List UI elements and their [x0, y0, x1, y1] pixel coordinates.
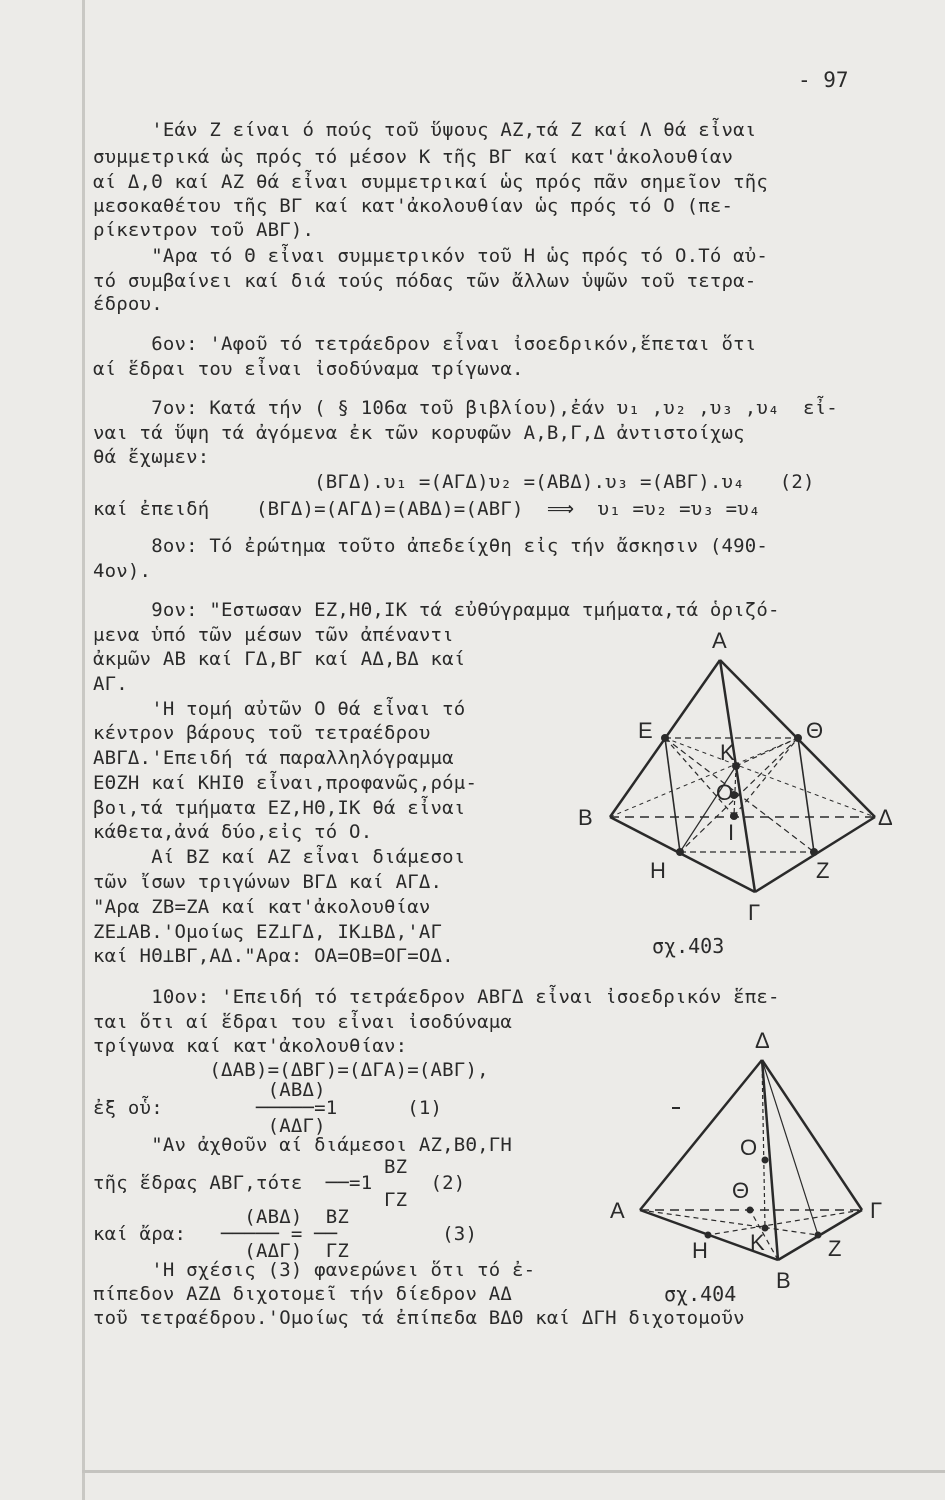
text-line: ΑΓ.: [93, 673, 128, 695]
label-G: Γ: [748, 900, 761, 925]
text-line: 6ον: 'Αφοῦ τό τετράεδρον εἶναι ἰσοεδρικόν,ἕπεται ὅτι: [93, 333, 757, 355]
equation-line: (ΒΓΔ).υ₁ =(ΑΓΔ)υ₂ =(ΑΒΔ).υ₃ =(ΑΒΓ).υ₄ (2): [93, 471, 815, 493]
label-A: Α: [712, 628, 727, 653]
figure-403-caption: σχ.403: [652, 934, 725, 958]
label-H: Η: [692, 1238, 708, 1263]
equation-line: (ΔΑΒ)=(ΔΒΓ)=(ΔΓΑ)=(ΑΒΓ),: [93, 1059, 489, 1081]
fraction-line: καί ἄρα: ───── = ── (3): [93, 1223, 478, 1245]
label-G: Γ: [870, 1198, 883, 1223]
fraction-denominator: ΓΖ: [93, 1189, 408, 1211]
text-line: "Αρα ΖΒ=ΖΑ καί κατ'ἀκολουθίαν: [93, 896, 431, 918]
text-line: "Αρα τό Θ εἶναι συμμετρικόν τοῦ Η ὡς πρός τό Ο.Τό αὐ-: [93, 245, 769, 267]
text-line: αί ἕδραι του εἶναι ἰσοδύναμα τρίγωνα.: [93, 358, 524, 380]
text-line: 4ον).: [93, 560, 152, 582]
text-line: έδρου.: [93, 293, 163, 315]
figure-404-tetrahedron: [600, 1020, 900, 1310]
fraction-denominator: (ΑΔΓ) ΓΖ: [93, 1240, 350, 1262]
label-B: Β: [776, 1268, 791, 1293]
text-line: ΖΕ⊥ΑΒ.'Ομοίως ΕΖ⊥ΓΔ, ΙΚ⊥ΒΔ,'ΑΓ: [93, 921, 443, 943]
fraction-denominator: (ΑΔΓ): [93, 1115, 326, 1137]
text-line: "Αν ἀχθοῦν αί διάμεσοι ΑΖ,ΒΘ,ΓΗ: [93, 1134, 513, 1156]
text-line: κάθετα,ἀνά δύο,εἰς τό Ο.: [93, 821, 373, 843]
equation-line: καί ἐπειδή (ΒΓΔ)=(ΑΓΔ)=(ΑΒΔ)=(ΑΒΓ) ⟹ υ₁ =υ₂ =υ₃ =υ₄: [93, 498, 761, 520]
label-Z: Ζ: [816, 858, 830, 883]
text-line: ΑΒΓΔ.'Επειδή τά παραλληλόγραμμα: [93, 747, 454, 769]
text-line: τρίγωνα καί κατ'ἀκολουθίαν:: [93, 1035, 408, 1057]
fraction-numerator: (ΑΒΔ) ΒΖ: [93, 1206, 350, 1228]
label-Th: Θ: [732, 1178, 750, 1203]
text-line: συμμετρικά ὡς πρός τό μέσον Κ τῆς ΒΓ καί κατ'ἀκολουθίαν: [93, 146, 734, 168]
figure-404-caption: σχ.404: [664, 1282, 737, 1306]
text-line: αί Δ,Θ καί ΑΖ θά εἶναι συμμετρικαί ὡς πρός πᾶν σημεῖον τῆς: [93, 171, 769, 193]
text-line: πίπεδον ΑΖΔ διχοτομεῖ τήν δίεδρον ΑΔ: [93, 1283, 513, 1305]
text-line: θά ἔχωμεν:: [93, 446, 210, 468]
page-number: - 97: [798, 68, 849, 92]
text-line: 'Εάν Ζ είναι ό πούς τοῦ ὕψους ΑΖ,τά Ζ καί Λ θά εἶναι: [93, 119, 757, 141]
label-Th: Θ: [806, 718, 824, 743]
label-H: Η: [650, 858, 666, 883]
fraction-line: ἐξ οὗ: ─────=1 (1): [93, 1097, 443, 1119]
text-line: τό συμβαίνει καί διά τούς πόδας τῶν ἄλλων ὑψῶν τοῦ τετρα-: [93, 270, 757, 292]
label-O: Ο: [740, 1135, 758, 1160]
text-line: ναι τά ὕψη τά ἀγόμενα ἐκ τῶν κορυφῶν Α,Β,Γ,Δ ἀντιστοίχως: [93, 422, 745, 444]
figure-403-tetrahedron: [570, 620, 900, 960]
text-line: τῶν ἴσων τριγώνων ΒΓΔ καί ΑΓΔ.: [93, 871, 443, 893]
label-B: Β: [578, 805, 593, 830]
text-line: καί ΗΘ⊥ΒΓ,ΑΔ."Αρα: ΟΑ=ΟΒ=ΟΓ=ΟΔ.: [93, 945, 454, 967]
label-O: Ο: [716, 780, 734, 805]
text-line: ἀκμῶν ΑΒ καί ΓΔ,ΒΓ καί ΑΔ,ΒΔ καί: [93, 648, 466, 670]
text-line: 'Η τομή αὐτῶν Ο θά εἶναι τό: [93, 698, 466, 720]
fraction-numerator: (ΑΒΔ): [93, 1079, 326, 1101]
text-line: βοι,τά τμήματα ΕΖ,ΗΘ,ΙΚ θά εἶναι: [93, 797, 466, 819]
label-D: Δ: [878, 805, 893, 830]
text-line: 9ον: "Εστωσαν ΕΖ,ΗΘ,ΙΚ τά εὐθύγραμμα τμήματα,τά ὁριζό-: [93, 599, 780, 621]
label-K: Κ: [750, 1230, 765, 1255]
page-bottom-edge: [82, 1470, 945, 1473]
page-left-edge: [82, 0, 85, 1500]
text-line: μεσοκαθέτου τῆς ΒΓ καί κατ'ἀκολουθίαν ὡς πρός τό Ο (πε-: [93, 195, 734, 217]
label-A: Α: [610, 1198, 625, 1223]
label-E: Ε: [638, 718, 653, 743]
text-line: τοῦ τετραέδρου.'Ομοίως τά ἐπίπεδα ΒΔΘ καί ΔΓΗ διχοτομοῦν: [93, 1307, 745, 1329]
text-line: Αί ΒΖ καί ΑΖ εἶναι διάμεσοι: [93, 846, 466, 868]
label-K: Κ: [720, 740, 735, 765]
text-line: 'Η σχέσις (3) φανερώνει ὅτι τό ἐ-: [93, 1259, 536, 1281]
text-line: 8ον: Τό ἐρώτημα τοῦτο ἀπεδείχθη εἰς τήν ἄσκησιν (490-: [93, 535, 769, 557]
fraction-numerator: ΒΖ: [93, 1156, 408, 1178]
label-D: Δ: [755, 1028, 770, 1053]
text-line: κέντρον βάρους τοῦ τετραέδρου: [93, 722, 431, 744]
fraction-line: τῆς ἕδρας ΑΒΓ,τότε ──=1 (2): [93, 1172, 466, 1194]
text-line: 7ον: Κατά τήν ( § 106α τοῦ βιβλίου),ἐάν υ₁ ,υ₂ ,υ₃ ,υ₄ εἶ-: [93, 397, 838, 419]
label-Z: Ζ: [828, 1236, 842, 1261]
text-line: ΕΘΖΗ καί ΚΗΙΘ εἶναι,προφανῶς,ρόμ-: [93, 772, 478, 794]
label-I: Ι: [728, 820, 735, 845]
text-line: ται ὅτι αί ἕδραι του εἶναι ἰσοδύναμα: [93, 1011, 513, 1033]
text-line: 10ον: 'Επειδή τό τετράεδρον ΑΒΓΔ εἶναι ἰσοεδρικόν ἕπε-: [93, 986, 780, 1008]
text-line: μενα ὑπό τῶν μέσων τῶν ἀπέναντι: [93, 624, 454, 646]
text-line: ρίκεντρον τοῦ ΑΒΓ).: [93, 219, 315, 241]
